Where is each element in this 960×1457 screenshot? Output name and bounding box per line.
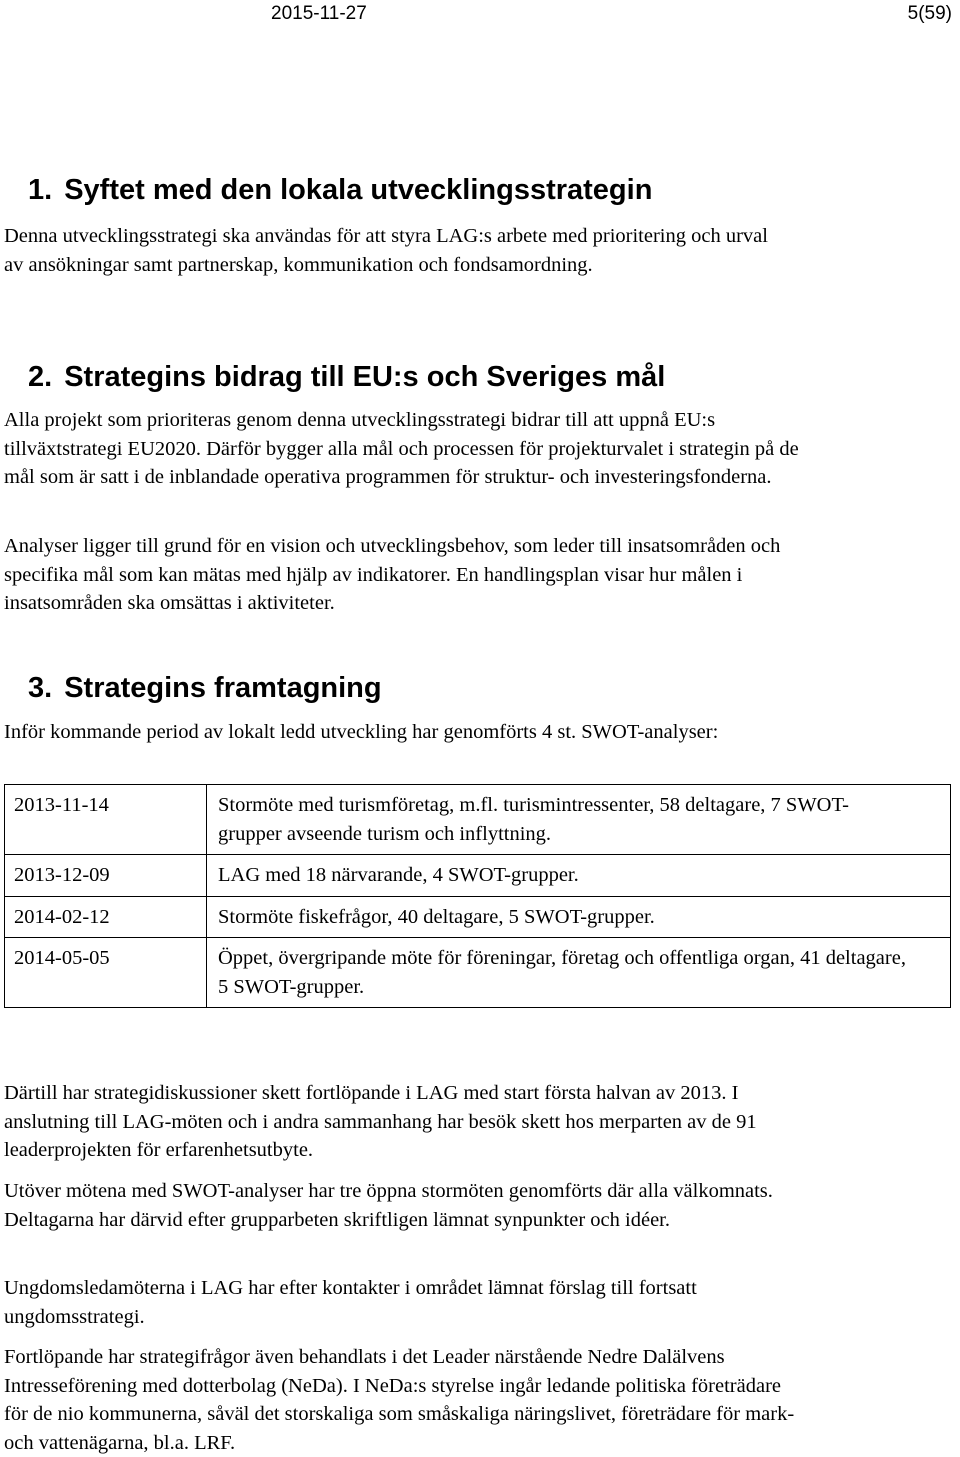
meeting-date: 2013-11-14 [5,785,207,855]
meeting-date: 2014-02-12 [5,896,207,938]
section-1-heading [28,172,652,208]
swot-meetings-table [4,784,951,1008]
table-row [5,785,951,855]
meeting-description: Stormöte fiskefrågor, 40 deltagare, 5 SWOT-grupper. [207,896,951,938]
section-number: 1. [28,174,53,206]
section-title: Strategins bidrag till EU:s och Sveriges mål [64,361,666,393]
section-3-heading [28,670,382,706]
meeting-date: 2014-05-05 [5,938,207,1008]
section-3-paragraph-1: Därtill har strategidiskussioner skett fortlöpande i LAG med start första halvan av 2013. I anslutning till LAG-möten och i andra sammanhang har besök skett hos merparten av de 91 leaderprojekten för erfarenhetsutbyte. [4,1082,757,1161]
meeting-date: 2013-12-09 [5,855,207,897]
meeting-description: Öppet, övergripande möte för föreningar, företag och offentliga organ, 41 deltagare, 5 SWOT-grupper. [207,938,951,1008]
section-1-paragraph: Denna utvecklingsstrategi ska användas för att styra LAG:s arbete med prioritering och urval av ansökningar samt partnerskap, kommunikation och fondsamordning. [4,225,768,276]
header-date: 2015-11-27 [271,3,367,24]
section-2-heading [28,359,665,395]
section-3-intro: Inför kommande period av lokalt ledd utveckling har genomförts 4 st. SWOT-analyser: [4,721,719,743]
page-header [0,0,960,30]
section-number: 3. [28,672,53,704]
section-title: Syftet med den lokala utvecklingsstrategin [64,174,653,206]
section-title: Strategins framtagning [64,672,382,704]
meeting-description: Stormöte med turismföretag, m.fl. turismintressenter, 58 deltagare, 7 SWOT-grupper avseende turism och inflyttning. [207,785,951,855]
section-number: 2. [28,361,53,393]
table-row [5,896,951,938]
section-2-paragraph-1: Alla projekt som prioriteras genom denna utvecklingsstrategi bidrar till att uppnå EU:s tillväxtstrategi EU2020. Därför bygger alla mål och processen för projekturvalet i strategin på de mål som är satt i de inblandade operativa programmen för struktur- och investeringsfonderna. [4,409,799,488]
section-2-paragraph-2: Analyser ligger till grund för en vision och utvecklingsbehov, som leder till insatsområden och specifika mål som kan mätas med hjälp av indikatorer. En handlingsplan visar hur målen i insatsområden ska omsättas i aktiviteter. [4,535,781,614]
meeting-description: LAG med 18 närvarande, 4 SWOT-grupper. [207,855,951,897]
header-page-number: 5(59) [907,3,952,24]
section-3-paragraph-3: Ungdomsledamöterna i LAG har efter kontakter i området lämnat förslag till fortsatt ungdomsstrategi. [4,1277,697,1328]
table-row [5,938,951,1008]
section-3-paragraph-4: Fortlöpande har strategifrågor även behandlats i det Leader närstående Nedre Dalälvens Intresseförening med dotterbolag (NeDa). I NeDa:s styrelse ingår ledande politiska företrädare för de nio kommunerna, såväl det storskaliga som småskaliga näringslivet, företrädare för mark- och vattenägarna, bl.a. LRF. [4,1346,795,1454]
section-3-paragraph-2: Utöver mötena med SWOT-analyser har tre öppna stormöten genomförts där alla välkomnats. Deltagarna har därvid efter grupparbeten skriftligen lämnat synpunkter och idéer. [4,1180,773,1231]
table-row [5,855,951,897]
